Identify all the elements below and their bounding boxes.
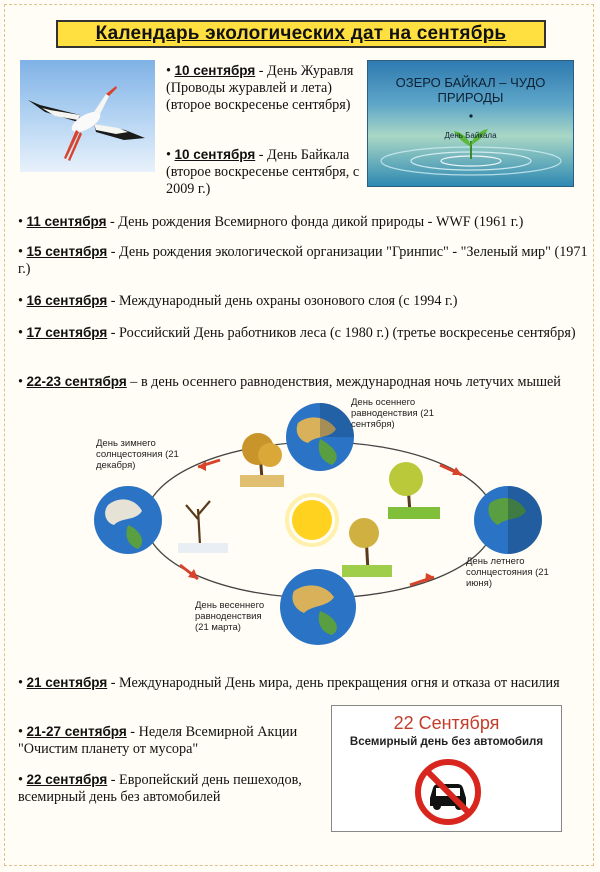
entry-text: - Международный день охраны озонового слоя (с 1994 г.) [107,293,458,309]
baikal-image [367,60,574,187]
entry-text: - День Журавля (Проводы журавлей и лета) (второе воскресенье сентября) [166,63,354,113]
list-item: • 16 сентября - Международный день охраны озонового слоя (с 1994 г.) [18,293,458,309]
entry-date: 16 сентября [26,293,108,308]
car-free-day-box [331,705,562,832]
entry-date: 10 сентября [174,147,256,162]
entry-date: 10 сентября [174,63,256,78]
list-item: • 22-23 сентября – в день осеннего равноденствия, международная ночь летучих мышей [18,374,561,390]
entry-date: 17 сентября [26,325,108,340]
entry-text: – в день осеннего равноденствия, международная ночь летучих мышей [126,374,561,390]
title-banner [56,20,546,48]
entry-date: 21 сентября [26,675,108,690]
list-item: • 15 сентября - День рождения экологической организации "Гринпис" - "Зеленый мир" (1971 г.) [18,244,588,277]
seasons-diagram [80,395,560,650]
tree-summer [388,462,440,519]
tree-spring [342,518,392,577]
entry-text: - День рождения экологической организации "Гринпис" - "Зеленый мир" (1971 г.) [18,244,588,277]
list-item: • 21-27 сентября - Неделя Всемирной Акции "Очистим планету от мусора" [18,724,298,757]
list-item: • 10 сентября - День Журавля (Проводы журавлей и лета) (второе воскресенье сентября) [166,63,354,113]
entry-text: - День рождения Всемирного фонда дикой природы - WWF (1961 г.) [106,214,524,230]
list-item: • 22 сентября - Европейский день пешеходов, всемирный день без автомобилей [18,772,302,805]
baikal-image-title: ОЗЕРО БАЙКАЛ – ЧУДО ПРИРОДЫ [395,75,546,105]
season-label-spring: День весеннего равноденствия (21 марта) [195,600,265,633]
entry-text: - Европейский день пешеходов, всемирный день без автомобилей [18,772,302,805]
sun [287,495,337,545]
entry-date: 21-27 сентября [26,724,127,739]
earth-autumn [286,403,354,471]
tree-winter [178,501,228,553]
earth-spring [280,569,356,645]
list-item: • 17 сентября - Российский День работников леса (с 1980 г.) (третье воскресенье сентября) [18,325,576,341]
entry-text: - Российский День работников леса (с 1980 г.) (третье воскресенье сентября) [107,325,576,341]
car-box-text: Всемирный день без автомобиля [349,736,544,748]
page-title: Календарь экологических дат на сентябрь [95,23,507,44]
list-item: • 11 сентября - День рождения Всемирного фонда дикой природы - WWF (1961 г.) [18,214,524,230]
entry-date: 15 сентября [26,244,108,259]
list-item: • 21 сентября - Международный День мира, день прекращения огня и отказа от насилия [18,675,560,691]
stork-illustration [20,60,155,172]
tree-autumn [240,433,284,487]
car-box-date: 22 Сентября [393,713,500,733]
season-label-summer: День летнего солнцестояния (21 июня) [466,556,549,589]
list-item: • 10 сентября - День Байкала (второе воскресенье сентября, с 2009 г.) [166,147,360,197]
entry-text: - День Байкала (второе воскресенье сентября, с 2009 г.) [166,147,360,197]
entry-text: - Неделя Всемирной Акции "Очистим планету от мусора" [18,724,298,757]
earth-summer [474,486,542,554]
entry-date: 22 сентября [26,772,108,787]
entry-date: 11 сентября [26,214,107,229]
no-car-icon [414,758,482,826]
season-label-winter: День зимнего солнцестояния (21 декабря) [96,438,179,471]
baikal-image-subtitle: День Байкала [444,131,497,140]
entry-date: 22-23 сентября [26,374,127,389]
stork-image [20,60,155,172]
earth-winter [94,486,162,554]
season-label-autumn: День осеннего равноденствия (21 сентября) [351,397,434,430]
entry-text: - Международный День мира, день прекращения огня и отказа от насилия [107,675,560,691]
